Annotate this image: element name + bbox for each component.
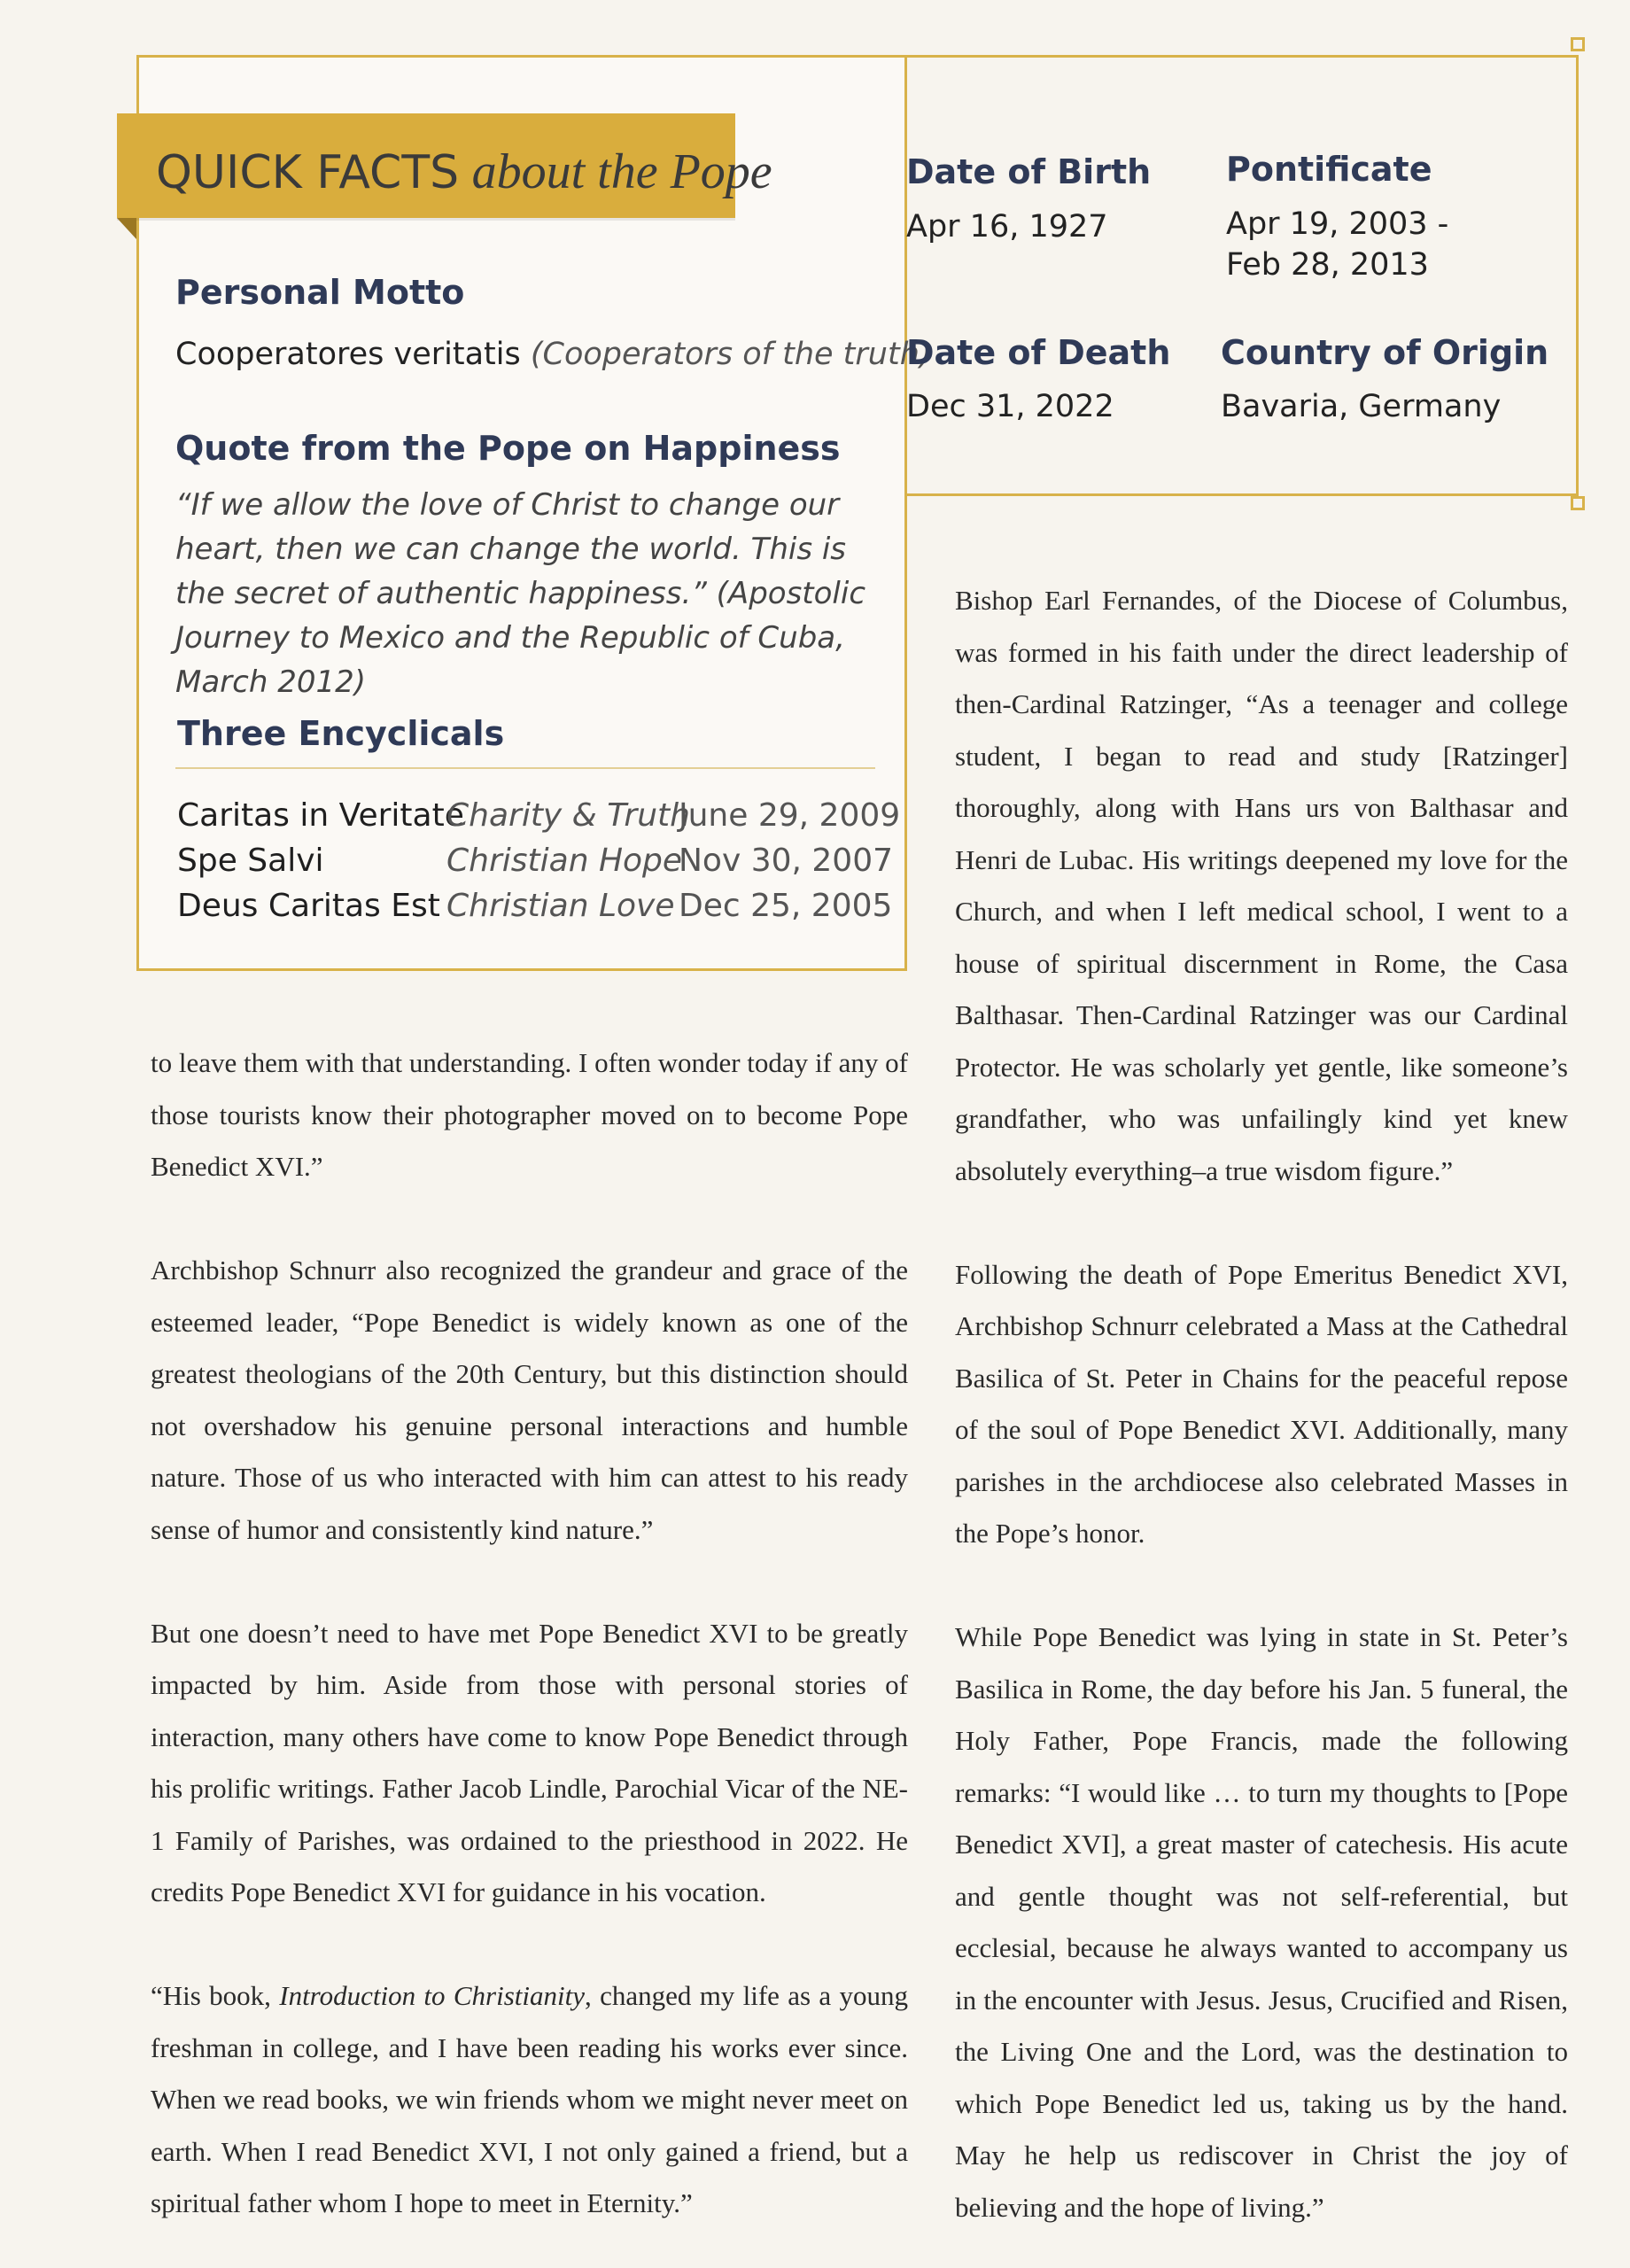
article-paragraph — [151, 1970, 908, 2230]
motto-latin: Cooperatores veritatis — [175, 337, 521, 372]
book-title: Introduction to Christianity — [279, 1980, 585, 2011]
death-value: Dec 31, 2022 — [906, 389, 1114, 424]
birth-heading: Date of Birth — [906, 152, 1152, 191]
encyclical-date: June 29, 2009 — [679, 797, 901, 834]
left-article-column — [151, 1037, 908, 2230]
frame-right — [1576, 55, 1579, 503]
death-heading: Date of Death — [906, 333, 1171, 372]
frame-corner-bottom — [1571, 496, 1585, 510]
quote-text: “If we allow the love of Christ to change our heart, then we can change the world. This is the secret of authentic happiness.” (Apostolic Journey to Mexico and the Republic of Cuba, March 2012) — [175, 487, 866, 700]
banner-title-main: QUICK FACTS — [156, 146, 460, 199]
article-paragraph: But one doesn’t need to have met Pope Benedict XVI to be greatly impacted by him. Aside from those with personal stories of interaction, many others have come to know Pope Benedict through his prolific writings. Father Jacob Lindle, Parochial Vicar of the NE-1 Family of Parishes, was ordained to the priesthood in 2022. He credits Pope Benedict XVI for guidance in his vocation. — [151, 1617, 908, 1907]
paragraph-text: , changed my life as a young freshman in college, and I have been reading his works ever since. When we read books, we win friends whom we might never meet on earth. When I read Benedict XVI, I not only gained a friend, but a spiritual father whom I hope to meet in Eternity.” — [151, 1980, 909, 2218]
article-paragraph: While Pope Benedict was lying in state in St. Peter’s Basilica in Rome, the day before his Jan. 5 funeral, the Holy Father, Pope Francis, made the following remarks: “I would like … to turn my thoughts to [Pope Benedict XVI], a great master of catechesis. His acute and gentle thought was not self-referential, but ecclesial, because he always wanted to accompany us in the encounter with Jesus. Jesus, Crucified and Risen, the Living One and the Lord, was the destination to which Pope Benedict led us, taking us by the hand. May he help us rediscover in Christ the joy of believing and the hope of living.” — [955, 1621, 1568, 2223]
encyclicals-heading: Three Encyclicals — [177, 714, 505, 753]
encyclical-translation: Christian Love — [446, 888, 675, 924]
encyclicals-divider — [175, 767, 875, 769]
quick-facts-banner — [117, 113, 772, 218]
motto-translation: (Cooperators of the truth) — [530, 337, 932, 372]
pontificate-value: Apr 19, 2003 - Feb 28, 2013 — [1226, 206, 1449, 283]
article-paragraph: Bishop Earl Fernandes, of the Diocese of Columbus, was formed in his faith under the direct leadership of then-Cardinal Ratzinger, “As a teenager and college student, I began to read and study [Ratzinger] thoroughly, along with Hans urs von Balthasar and Henri de Lubac. His writings deepened my love for the Church, and when I left medical school, I went to a house of spiritual discernment in Rome, the Casa Balthasar. Then-Cardinal Ratzinger was our Cardinal Protector. He was scholarly yet gentle, like someone’s grandfather, who was unfailingly kind yet knew absolutely everything–a true wisdom figure.” — [955, 585, 1568, 1186]
article-paragraph: Archbishop Schnurr also recognized the grandeur and grace of the esteemed leader, “Pope Benedict is widely known as one of the greatest theologians of the 20th Century, but this distinction should not overshadow his genuine personal interactions and humble nature. Those of us who interacted with him can attest to his ready sense of humor and consistently kind nature.” — [151, 1254, 908, 1545]
encyclical-date: Dec 25, 2005 — [679, 888, 893, 924]
paragraph-text: “His book, — [151, 1980, 280, 2011]
article-paragraph: Following the death of Pope Emeritus Benedict XVI, Archbishop Schnurr celebrated a Mass at the Cathedral Basilica of St. Peter in Chains for the peaceful repose of the soul of Pope Benedict XVI. Additionally, many parishes in the archdiocese also celebrated Masses in the Pope’s honor. — [955, 1258, 1568, 1549]
frame-mid — [904, 493, 1579, 496]
encyclical-translation: Christian Hope — [446, 843, 683, 879]
encyclical-name: Caritas in Veritate — [177, 797, 464, 834]
article-paragraph: to leave them with that understanding. I often wonder today if any of those tourists know their photographer moved on to become Pope Benedict XVI.” — [151, 1047, 908, 1182]
encyclical-name: Spe Salvi — [177, 843, 324, 879]
birth-value: Apr 16, 1927 — [906, 209, 1108, 245]
right-article-column — [955, 575, 1568, 2233]
banner-title-italic: about the Pope — [471, 144, 772, 199]
encyclical-translation: Charity & Truth — [446, 797, 690, 834]
banner-title — [156, 144, 772, 200]
banner-fold — [117, 218, 136, 239]
pontificate-heading: Pontificate — [1226, 150, 1432, 189]
quote-heading: Quote from the Pope on Happiness — [175, 429, 841, 468]
motto-text — [175, 337, 932, 372]
origin-value: Bavaria, Germany — [1221, 389, 1502, 424]
encyclical-date: Nov 30, 2007 — [679, 843, 894, 879]
origin-heading: Country of Origin — [1221, 333, 1549, 372]
encyclical-name: Deus Caritas Est — [177, 888, 440, 924]
motto-heading: Personal Motto — [175, 273, 465, 312]
frame-corner-top — [1571, 37, 1585, 51]
